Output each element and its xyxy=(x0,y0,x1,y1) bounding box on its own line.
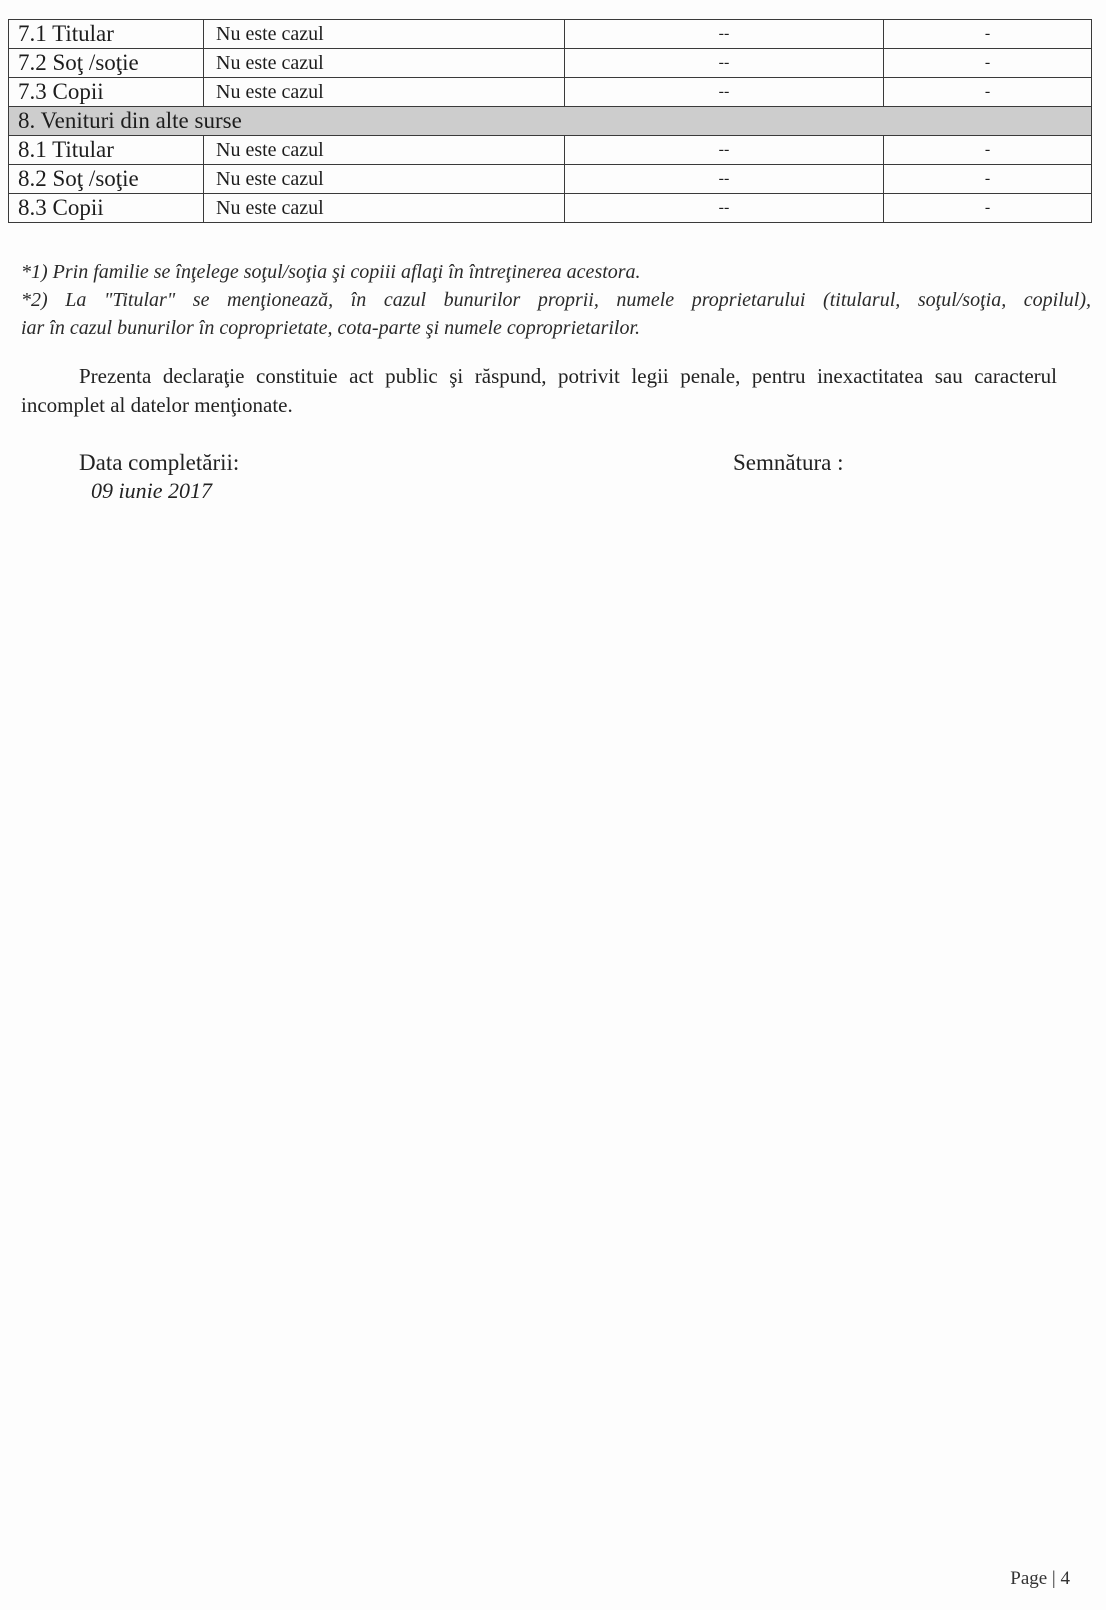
row-value: Nu este cazul xyxy=(204,20,565,49)
footnote-2-line-2: iar în cazul bunurilor în coproprietate, cota-parte şi numele coproprietarilor. xyxy=(21,317,641,339)
table-row xyxy=(9,194,1092,223)
row-label: 8.2 Soţ /soţie xyxy=(9,165,204,194)
table-row xyxy=(9,78,1092,107)
page-number: Page | 4 xyxy=(1010,1568,1070,1589)
row-col4: - xyxy=(884,78,1092,107)
row-col3: -- xyxy=(565,136,884,165)
row-value: Nu este cazul xyxy=(204,194,565,223)
row-col3: -- xyxy=(565,78,884,107)
table-row xyxy=(9,20,1092,49)
section-header-row xyxy=(9,107,1092,136)
row-col4: - xyxy=(884,194,1092,223)
date-value: 09 iunie 2017 xyxy=(91,478,212,503)
declaration-statement: Prezenta declaraţie constituie act public şi răspund, potrivit legii penale, pentru inexactitatea sau caracterul incomplet al datelor menţionate. xyxy=(21,364,1057,417)
footnote-1: *1) Prin familie se înţelege soţul/soţia şi copiii aflaţi în întreţinerea acestora. xyxy=(21,261,641,283)
row-label: 7.1 Titular xyxy=(9,20,204,49)
row-col3: -- xyxy=(565,194,884,223)
table-row xyxy=(9,49,1092,78)
row-value: Nu este cazul xyxy=(204,49,565,78)
row-col3: -- xyxy=(565,20,884,49)
row-col4: - xyxy=(884,136,1092,165)
footnotes xyxy=(21,258,1091,342)
row-label: 7.2 Soţ /soţie xyxy=(9,49,204,78)
row-label: 7.3 Copii xyxy=(9,78,204,107)
row-col3: -- xyxy=(565,165,884,194)
row-col4: - xyxy=(884,165,1092,194)
row-value: Nu este cazul xyxy=(204,78,565,107)
row-value: Nu este cazul xyxy=(204,165,565,194)
row-value: Nu este cazul xyxy=(204,136,565,165)
row-col3: -- xyxy=(565,49,884,78)
date-label: Data completării: xyxy=(79,450,240,475)
table-row xyxy=(9,136,1092,165)
table-row xyxy=(9,165,1092,194)
row-label: 8.3 Copii xyxy=(9,194,204,223)
row-col4: - xyxy=(884,49,1092,78)
footnote-2-line-1: *2) La "Titular" se menţionează, în cazul bunurilor proprii, numele proprietarului (titularul, soţul/soţia, copilul), xyxy=(21,289,1091,311)
row-label: 8.1 Titular xyxy=(9,136,204,165)
signature-label: Semnătura : xyxy=(733,450,844,475)
income-table xyxy=(8,19,1092,223)
section-title: 8. Venituri din alte surse xyxy=(9,107,1092,136)
row-col4: - xyxy=(884,20,1092,49)
